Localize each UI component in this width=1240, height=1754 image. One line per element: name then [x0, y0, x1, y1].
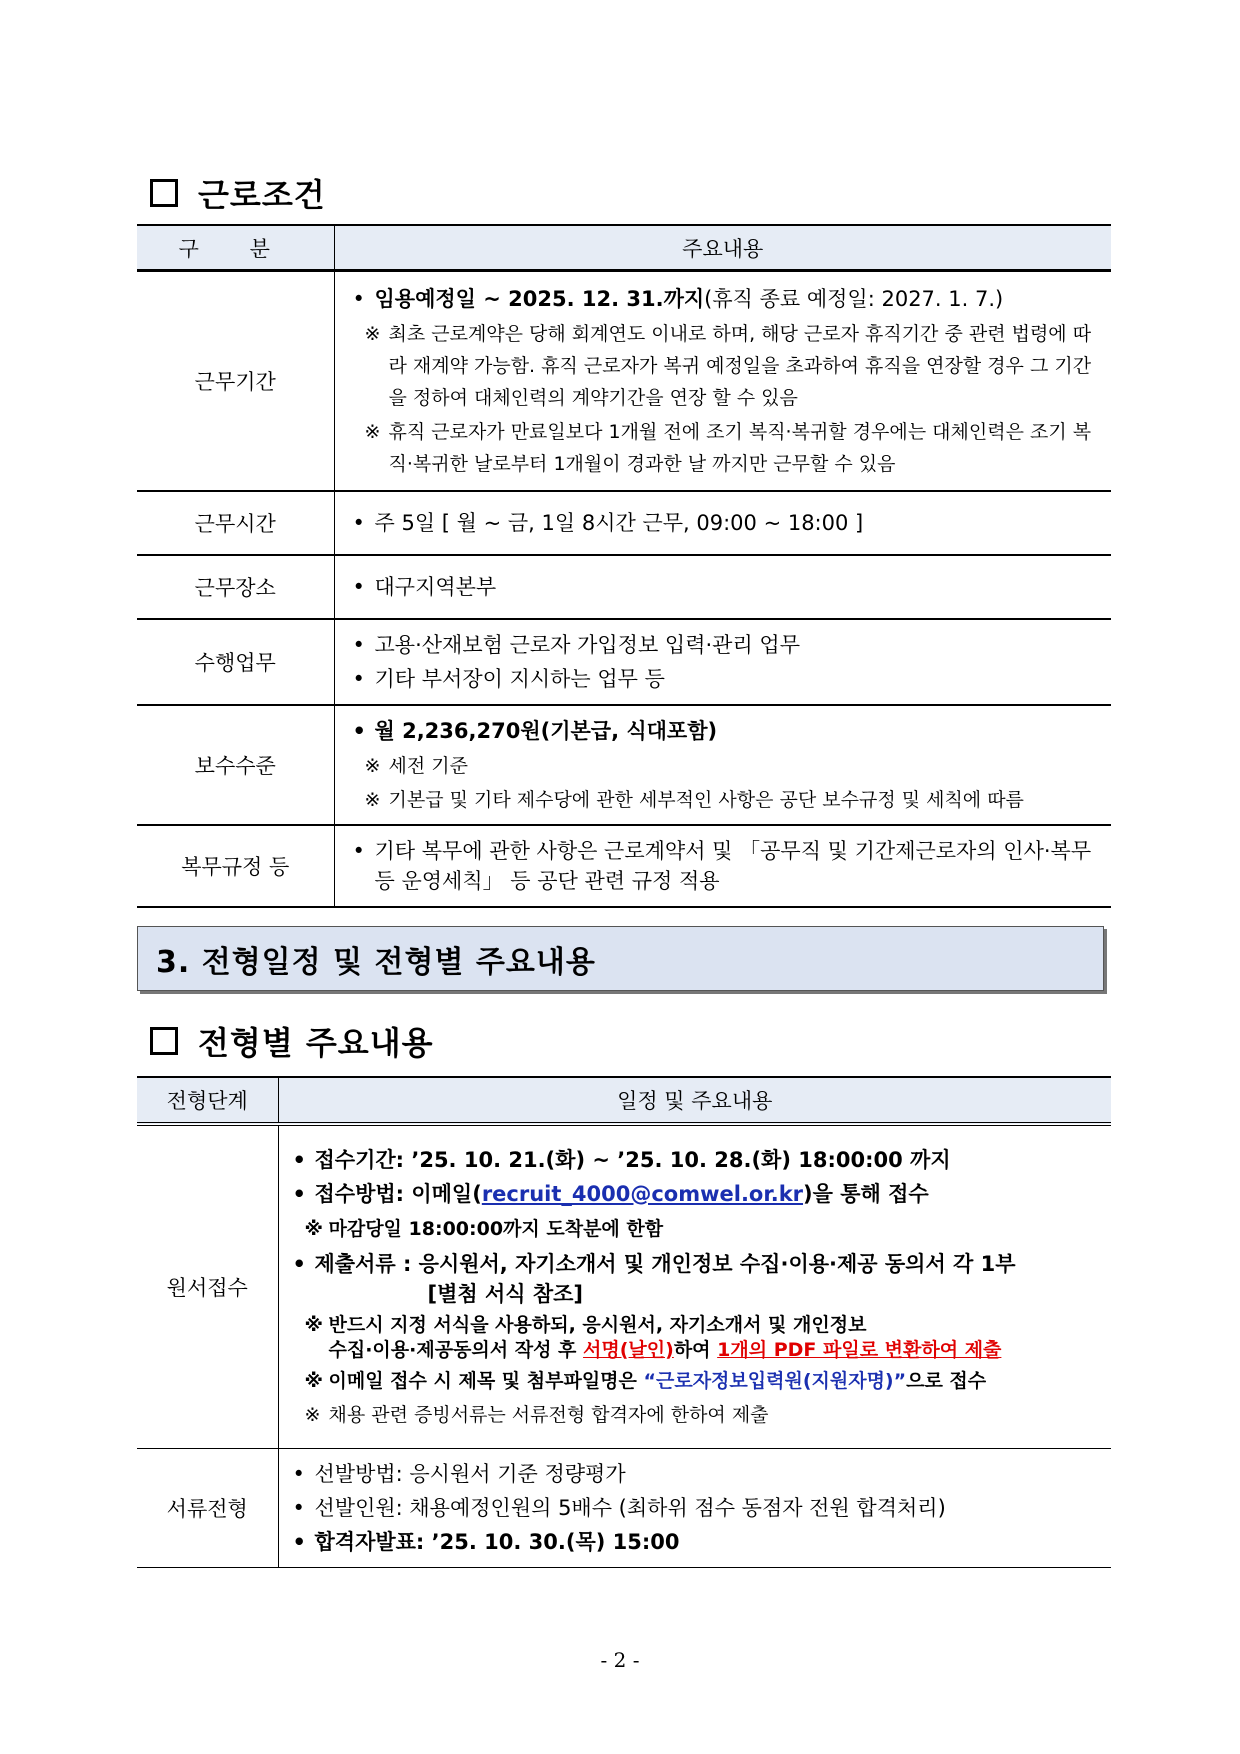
- row-content: • 고용·산재보험 근로자 가입정보 입력·관리 업무 • 기타 부서장이 지시하는 업무 등: [334, 619, 1111, 705]
- table-row: [137, 271, 1111, 491]
- section-title: 전형별 주요내용: [198, 1024, 434, 1062]
- row-content: • 월 2,236,270원(기본급, 식대포함) ※ 세전 기준 ※ 기본급 및 기타 제수당에 관한 세부적인 사항은 공단 보수규정 및 세칙에 따름: [334, 705, 1111, 825]
- section-heading-working-conditions: [150, 170, 326, 216]
- row-content: • 대구지역본부: [334, 555, 1111, 619]
- row-content: • 선발방법: 응시원서 기준 정량평가 • 선발인원: 채용예정인원의 5배수 (최하위 점수 동점자 전원 합격처리) • 합격자발표: ’25. 10. 30.(목) 15:00: [278, 1448, 1111, 1567]
- email-link[interactable]: recruit_4000@comwel.or.kr: [481, 1181, 804, 1206]
- section-heading-selection-details: [150, 1018, 434, 1064]
- table-row: [137, 1124, 1111, 1448]
- section-title: 근로조건: [198, 176, 326, 214]
- row-label: 근무기간: [137, 271, 334, 491]
- row-content: • 접수기간: ’25. 10. 21.(화) ~ ’25. 10. 28.(화) 18:00:00 까지 • 접수방법: 이메일(recruit_4000@comwel.or.kr)을 통해 접수 ※ 마감당일 18:00:00까지 도착분에 한함 • 제출서류 : 응시원서, 자기소개서 및 개인정보 수집·이용·제공 동의서 각 1부 [별첨 서식 참조] ※ 반드시 지정 서식을 사용하되, 응시원서, 자기소개서 및 개인정보 수집·이용·제공동의서 작성 후 서명(날인)하여 1개의 PDF 파일로 변환하여 제출 ※ 이메일 접수 시 제목 및 첨부파일명은 “근로자정보입력원(지원자명)”으로 접수 ※ 채용 관련 증빙서류는 서류전형 합격자에 한하여 제출: [278, 1124, 1111, 1448]
- table-row: [137, 619, 1111, 705]
- page-number: - 2 -: [600, 1648, 640, 1672]
- table-row: [137, 825, 1111, 907]
- section-banner: 3. 전형일정 및 전형별 주요내용: [137, 926, 1104, 991]
- row-label: 원서접수: [137, 1124, 278, 1448]
- table-row: [137, 1448, 1111, 1567]
- table-header-row: [137, 1077, 1111, 1124]
- header-category: 구 분: [137, 225, 334, 271]
- row-label: 복무규정 등: [137, 825, 334, 907]
- row-label: 수행업무: [137, 619, 334, 705]
- row-label: 근무시간: [137, 491, 334, 555]
- row-content: • 기타 복무에 관한 사항은 근로계약서 및 「공무직 및 기간제근로자의 인사·복무 등 운영세칙」 등 공단 관련 규정 적용: [334, 825, 1111, 907]
- checkbox-square-icon: [150, 179, 178, 207]
- row-label: 보수수준: [137, 705, 334, 825]
- header-schedule: 일정 및 주요내용: [278, 1077, 1111, 1124]
- row-content: • 주 5일 [ 월 ~ 금, 1일 8시간 근무, 09:00 ~ 18:00 ]: [334, 491, 1111, 555]
- checkbox-square-icon: [150, 1027, 178, 1055]
- row-label: 근무장소: [137, 555, 334, 619]
- table-row: [137, 705, 1111, 825]
- table-header-row: [137, 225, 1111, 271]
- header-stage: 전형단계: [137, 1077, 278, 1124]
- table-row: [137, 491, 1111, 555]
- row-content: • 임용예정일 ~ 2025. 12. 31.까지(휴직 종료 예정일: 2027. 1. 7.) ※ 최초 근로계약은 당해 회계연도 이내로 하며, 해당 근로자 휴직기간 중 관련 법령에 따라 재계약 가능함. 휴직 근로자가 복귀 예정일을 초과하여 휴직을 연장할 경우 그 기간을 정하여 대체인력의 계약기간을 연장 할 수 있음 ※ 휴직 근로자가 만료일보다 1개월 전에 조기 복직·복귀할 경우에는 대체인력은 조기 복직·복귀한 날로부터 1개월이 경과한 날 까지만 근무할 수 있음: [334, 271, 1111, 491]
- selection-schedule-table: [137, 1076, 1111, 1568]
- row-label: 서류전형: [137, 1448, 278, 1567]
- header-content: 주요내용: [334, 225, 1111, 271]
- working-conditions-table: [137, 224, 1111, 908]
- table-row: [137, 555, 1111, 619]
